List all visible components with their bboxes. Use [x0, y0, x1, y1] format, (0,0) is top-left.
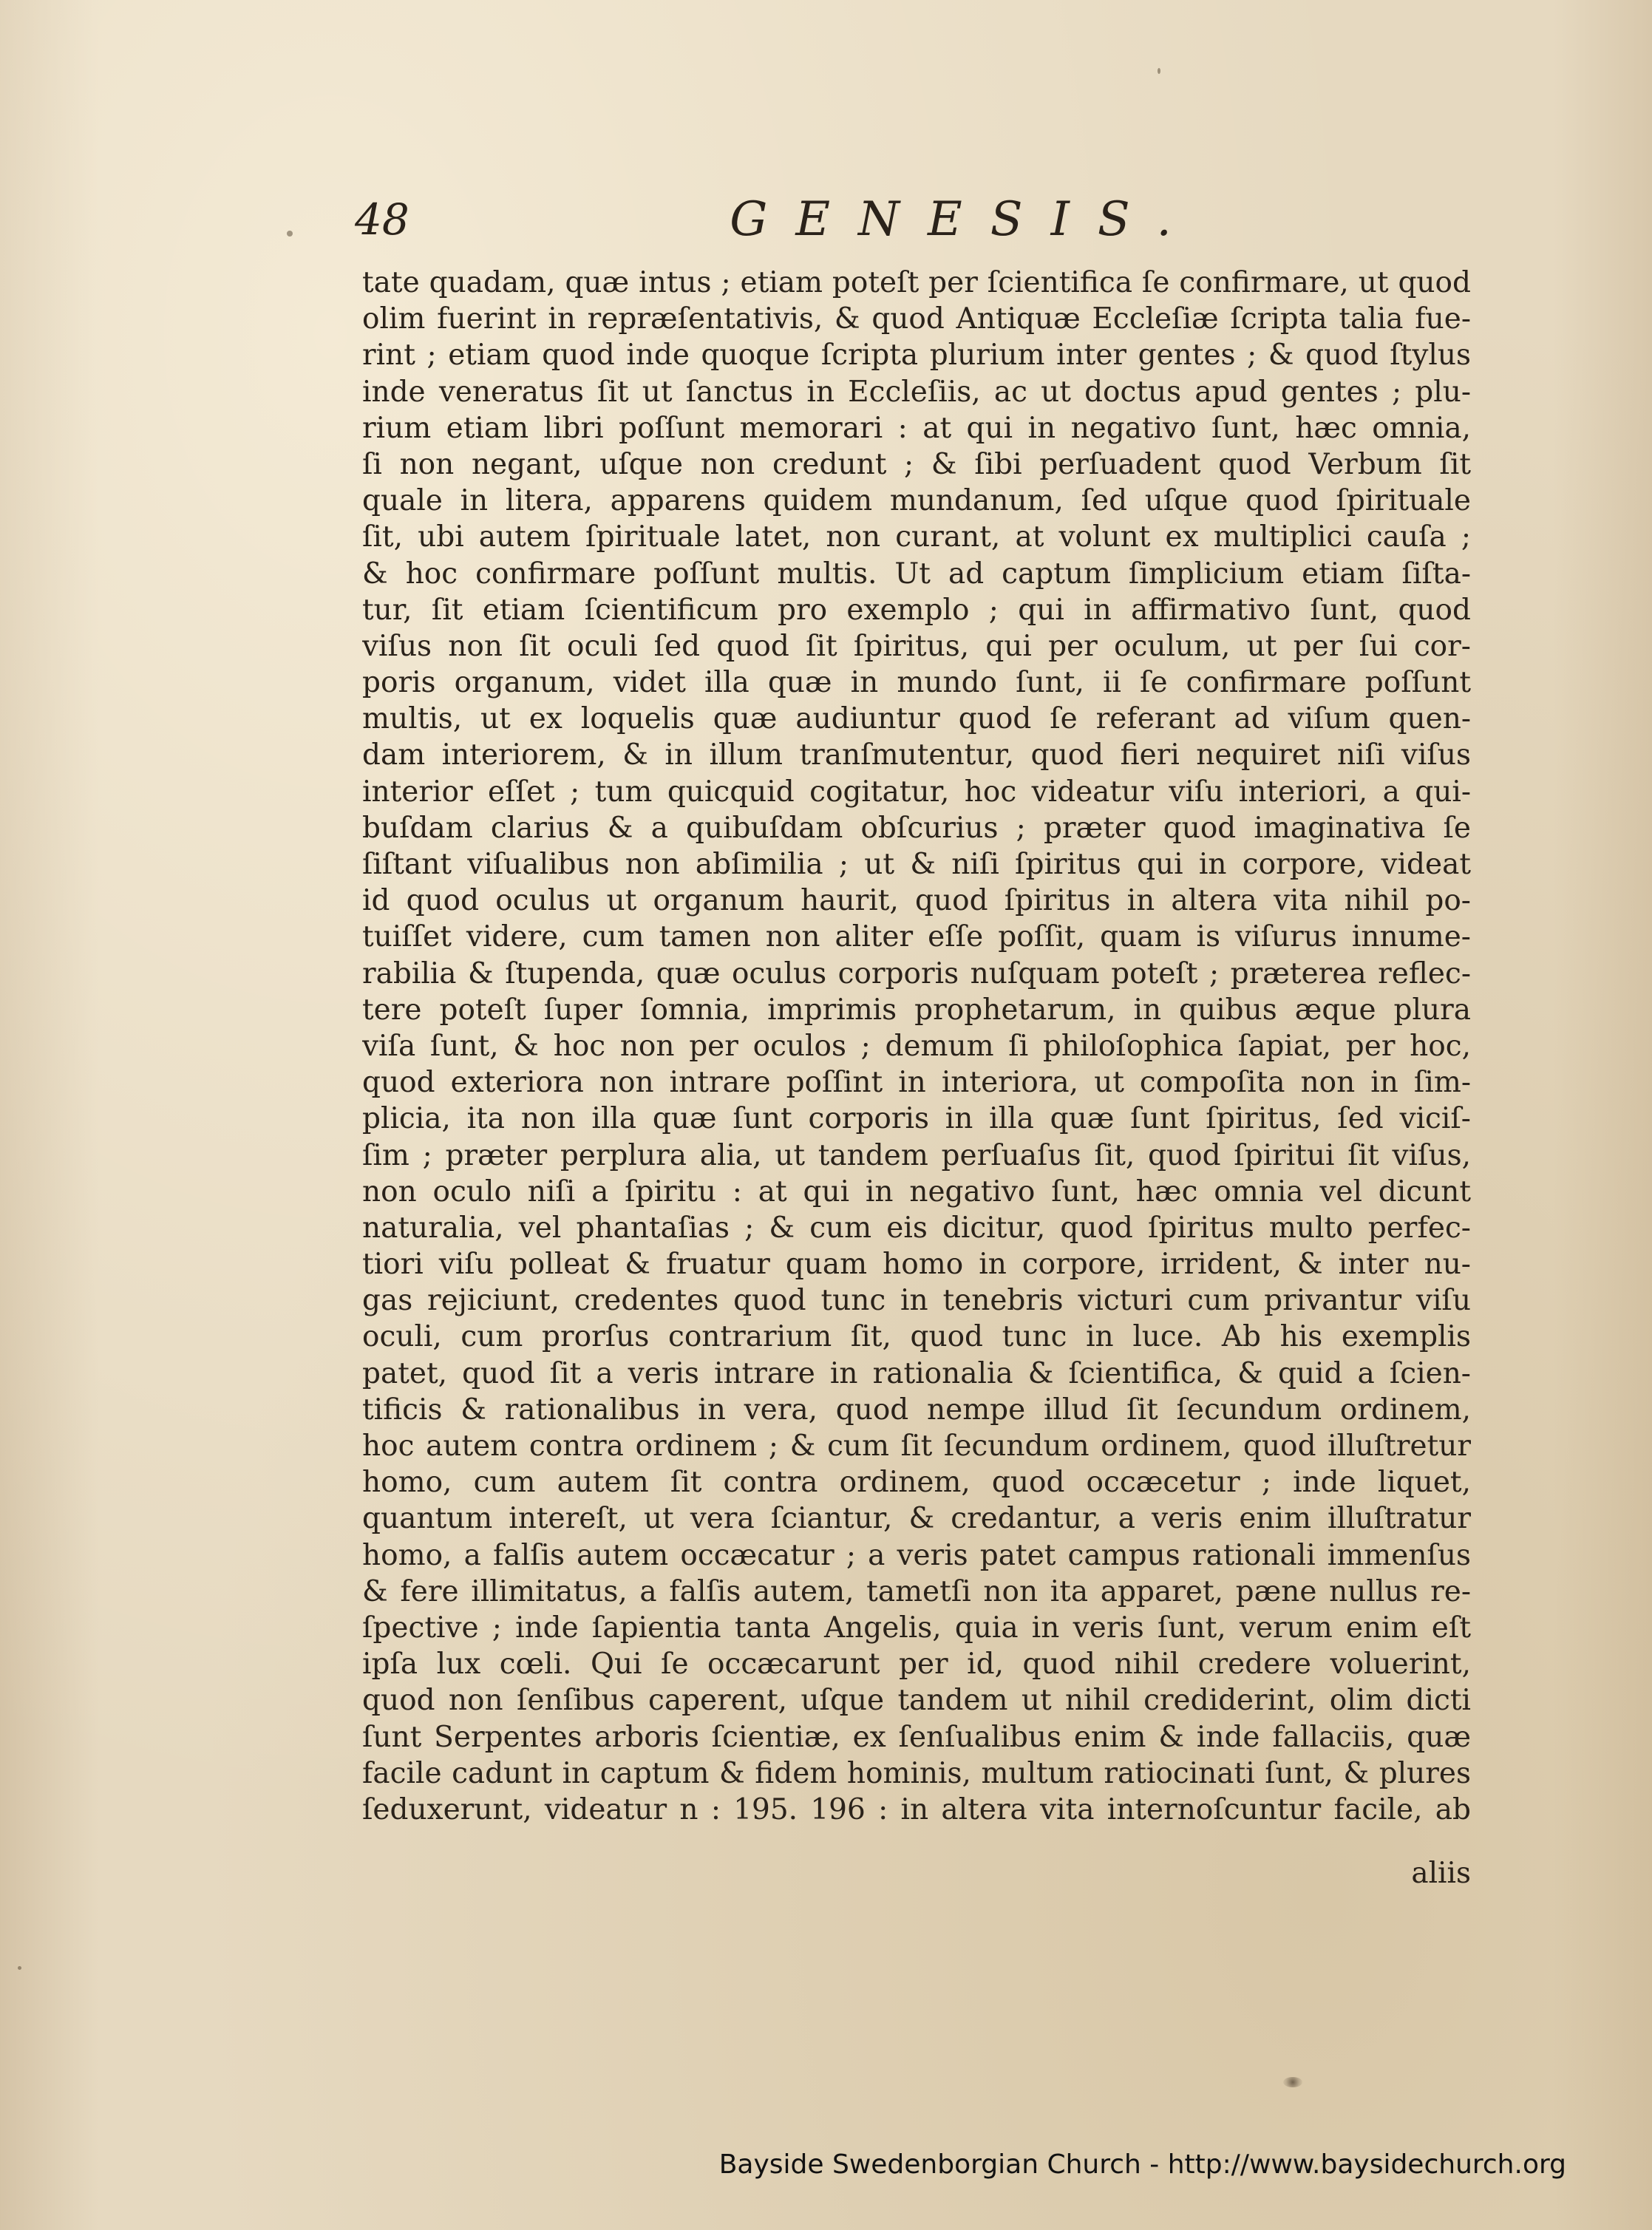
text-line: interior eſſet ; tum quicquid cogitatur, hoc videatur viſu interiori, a qui- — [362, 775, 1471, 809]
paper-speck — [18, 1966, 21, 1970]
text-line: homo, cum autem ſit contra ordinem, quod occæcetur ; inde liquet, — [362, 1466, 1471, 1500]
body-text — [362, 265, 1471, 1828]
text-line: ſunt Serpentes arboris ſcientiæ, ex ſenſualibus enim & inde fallaciis, quæ — [362, 1720, 1471, 1754]
running-head: GENESIS. — [730, 192, 1200, 247]
text-line: tificis & rationalibus in vera, quod nempe illud ſit ſecundum ordinem, — [362, 1393, 1471, 1427]
catchword: aliis — [1411, 1857, 1471, 1890]
text-line: homo, a falſis autem occæcatur ; a veris patet campus rationali immenſus — [362, 1538, 1471, 1572]
text-line: quod exteriora non intrare poſſint in interiora, ut compoſita non in ſim- — [362, 1066, 1471, 1100]
text-line: rint ; etiam quod inde quoque ſcripta plurium inter gentes ; & quod ſtylus — [362, 339, 1471, 373]
paper-speck — [1158, 68, 1160, 74]
text-line: tiori viſu polleat & fruatur quam homo in corpore, irrident, & inter nu- — [362, 1248, 1471, 1282]
text-line: plicia, ita non illa quæ ſunt corporis in illa quæ ſunt ſpiritus, ſed viciſ- — [362, 1102, 1471, 1136]
text-line: hoc autem contra ordinem ; & cum ſit ſecundum ordinem, quod illuſtretur — [362, 1430, 1471, 1463]
text-line: quod non ſenſibus caperent, uſque tandem ut nihil crediderint, olim dicti — [362, 1684, 1471, 1718]
text-line: tate quadam, quæ intus ; etiam poteſt per ſcientifica ſe confirmare, ut quod — [362, 266, 1471, 299]
text-line: viſa ſunt, & hoc non per oculos ; demum ſi philoſophica ſapiat, per hoc, — [362, 1029, 1471, 1063]
text-line: quale in litera, apparens quidem mundanum, ſed uſque quod ſpirituale — [362, 484, 1471, 518]
text-line: ipſa lux cœli. Qui ſe occæcarunt per id, quod nihil credere voluerint, — [362, 1648, 1471, 1682]
text-line: ſiſtant viſualibus non abſimilia ; ut & niſi ſpiritus qui in corpore, videat — [362, 848, 1471, 881]
page-header — [355, 186, 1471, 253]
text-line: rium etiam libri poſſunt memorari : at qui in negativo ſunt, hæc omnia, — [362, 411, 1471, 445]
text-line: ſeduxerunt, videatur n : 195. 196 : in altera vita internoſcuntur facile, ab — [362, 1792, 1471, 1826]
text-line: patet, quod ſit a veris intrare in rationalia & ſcientifica, & quid a ſcien- — [362, 1356, 1471, 1390]
page-number: 48 — [355, 194, 409, 245]
text-line: ſpective ; inde ſapientia tanta Angelis, quia in veris ſunt, verum enim eſt — [362, 1611, 1471, 1645]
text-line: rabilia & ſtupenda, quæ oculus corporis nuſquam poteſt ; præterea reflec- — [362, 956, 1471, 990]
text-line: poris organum, videt illa quæ in mundo ſunt, ii ſe confirmare poſſunt — [362, 666, 1471, 700]
text-line: ſim ; præter perplura alia, ut tandem perſuaſus ſit, quod ſpiritui ſit viſus, — [362, 1138, 1471, 1172]
watermark-text: Bayside Swedenborgian Church - http://www.baysidechurch.org — [718, 2149, 1566, 2180]
text-line: ſi non negant, uſque non credunt ; & ſibi perſuadent quod Verbum ſit — [362, 447, 1471, 481]
text-line: olim fuerint in repræſentativis, & quod Antiquæ Eccleſiæ ſcripta talia fue- — [362, 302, 1471, 336]
text-line: gas rejiciunt, credentes quod tunc in tenebris victuri cum privantur viſu — [362, 1284, 1471, 1318]
text-line: multis, ut ex loquelis quæ audiuntur quod ſe referant ad viſum quen- — [362, 702, 1471, 736]
text-line: dam interiorem, & in illum tranſmutentur, quod fieri nequiret niſi viſus — [362, 738, 1471, 772]
text-line: id quod oculus ut organum haurit, quod ſpiritus in altera vita nihil po- — [362, 884, 1471, 918]
text-line: ſit, ubi autem ſpirituale latet, non curant, at volunt ex multiplici cauſa ; — [362, 520, 1471, 554]
text-line: facile cadunt in captum & fidem hominis, multum ratiocinati ſunt, & plures — [362, 1756, 1471, 1790]
text-line: quantum intereſt, ut vera ſciantur, & credantur, a veris enim illuſtratur — [362, 1502, 1471, 1536]
text-line: oculi, cum prorſus contrarium ſit, quod tunc in luce. Ab his exemplis — [362, 1320, 1471, 1354]
text-line: & hoc confirmare poſſunt multis. Ut ad captum ſimplicium etiam ſiſta- — [362, 557, 1471, 591]
text-line: buſdam clarius & a quibuſdam obſcurius ; præter quod imaginativa ſe — [362, 811, 1471, 845]
text-line: tur, ſit etiam ſcientificum pro exemplo ; qui in affirmativo ſunt, quod — [362, 593, 1471, 627]
text-line: tuiſſet videre, cum tamen non aliter eſſe poſſit, quam is viſurus innume- — [362, 920, 1471, 954]
text-line: & fere illimitatus, a falſis autem, tametſi non ita apparet, pæne nullus re- — [362, 1574, 1471, 1608]
text-line: tere poteſt ſuper ſomnia, imprimis prophetarum, in quibus æque plura — [362, 993, 1471, 1027]
printer-ornament — [1283, 2077, 1302, 2087]
paper-speck — [287, 231, 293, 237]
text-line: viſus non ſit oculi ſed quod ſit ſpiritus, qui per oculum, ut per ſui cor- — [362, 629, 1471, 663]
text-line: non oculo niſi a ſpiritu : at qui in negativo ſunt, hæc omnia vel dicunt — [362, 1175, 1471, 1209]
text-line: naturalia, vel phantaſias ; & cum eis dicitur, quod ſpiritus multo perfec- — [362, 1211, 1471, 1245]
text-line: inde veneratus ſit ut ſanctus in Eccleſiis, ac ut doctus apud gentes ; plu- — [362, 375, 1471, 409]
